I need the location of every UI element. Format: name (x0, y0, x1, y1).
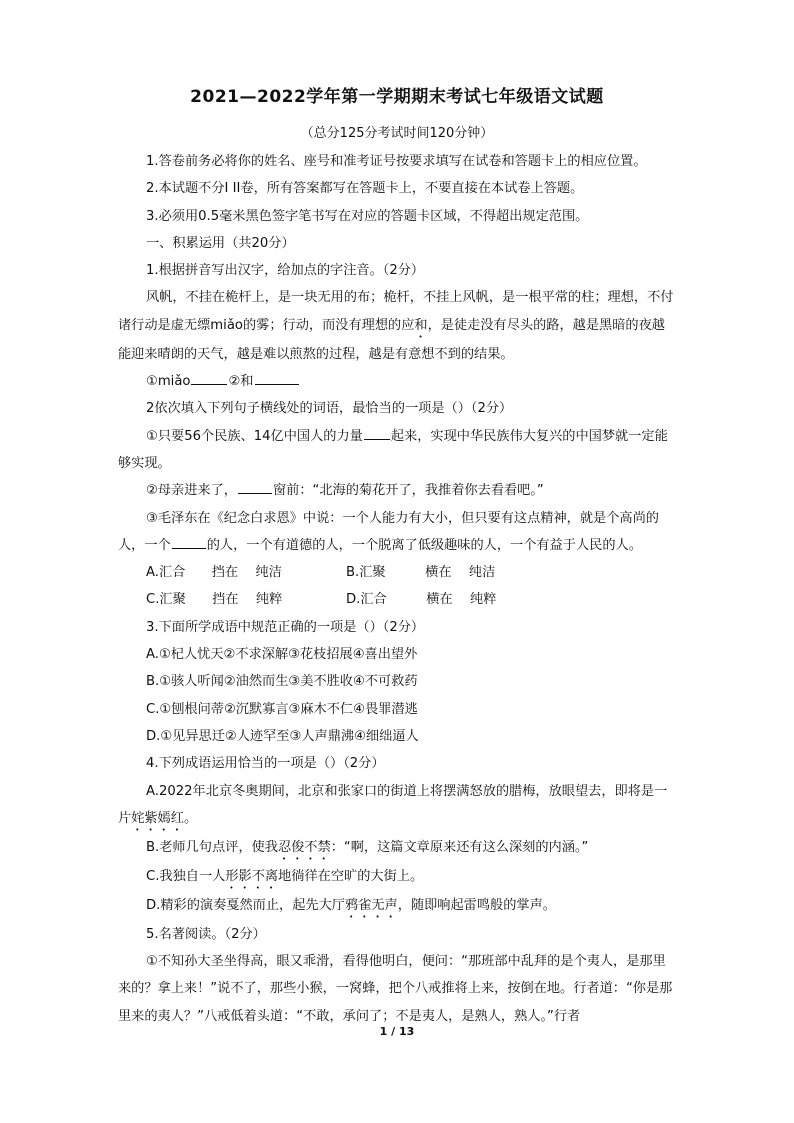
question-2-options-row-2 (118, 586, 678, 613)
option-d: D.①见异思迁②人迹罕至③人声鼎沸④细绌逼人 (146, 728, 419, 744)
dotted-idiom: 忍俊不禁 (277, 839, 331, 855)
option-d: D.精彩的演奏戛然而止，起先大厅鸦雀无声，随即响起雷鸣般的掌声。 (146, 897, 556, 913)
question-1-passage: 风帆，不挂在桅杆上，是一块无用的布；桅杆，不挂上风帆，是一根平常的柱；理想，不付诸行动是虚无缥miǎo的雾；行动，而没有理想的应和，是徒走没有尽头的路，越是黑暗的夜越能迎来晴朗的天气，越是难以煎熬的过程，越是有意想不到的结果。 (118, 290, 674, 362)
answer-blank (255, 370, 299, 385)
option-a: A.2022年北京冬奥期间，北京和张家口的街道上将摆满怒放的腊梅，放眼望去，即将是一片姹紫嫣红。 (118, 783, 668, 826)
answer-blank (191, 370, 227, 385)
option-c: C.汇聚 挡在 纯粹 (146, 592, 283, 608)
question-5-passage: ①不知孙大圣坐得高，眼又乖滑，看得他明白，便问：“那班部中乱拜的是个夷人，是那里来的？拿上来！”说不了，那些小猴，一窝蜂，把个八戒推将上来，按倒在地。行者道：“你是那里来的夷人？”八戒低着头道：“不敢，承问了；不是夷人，是熟人，熟人。”行者 (118, 954, 673, 1024)
option-b: B.①骇人听闻②油然而生③美不胜收④不可救药 (146, 674, 418, 690)
answer-blank (172, 534, 206, 549)
dotted-char: 和 (414, 317, 428, 333)
dotted-idiom: 姹紫嫣红 (131, 810, 184, 826)
dotted-idiom: 形影不离 (225, 868, 279, 884)
exam-content (118, 148, 678, 1030)
answer-blank (364, 425, 390, 440)
option-c: C.我独自一人形影不离地徜徉在空旷的大街上。 (146, 868, 424, 884)
question-2-sentence-3: ③毛泽东在《纪念白求恩》中说：一个人能力有大小，但只要有这点精神，就是个高尚的人，一个 的人，一个有道德的人，一个脱离了低级趣味的人，一个有益于人民的人。 (118, 510, 659, 553)
question-4-stem: 4.下列成语运用恰当的一项是（）（2分） (146, 756, 385, 772)
answer-blank (238, 479, 272, 494)
page-number: 1 / 13 (379, 1025, 415, 1038)
question-5-stem: 5.名著阅读。（2分） (146, 926, 266, 942)
question-3-stem: 3.下面所学成语中规范正确的一项是（）（2分） (146, 619, 425, 635)
question-2-sentence-1: ①只要56个民族、14亿中国人的力量 起来，实现中华民族伟大复兴的中国梦就一定能够实现。 (118, 423, 678, 478)
question-2-sentence-2: ②母亲进来了， 窗前：“北海的菊花开了，我推着你去看看吧。” (118, 477, 678, 504)
section-heading: 一、积累运用（共20分） (146, 235, 295, 251)
option-b: B.汇聚 横在 纯洁 (346, 565, 496, 581)
question-2-options-row-1 (118, 559, 678, 586)
option-a: A.汇合 挡在 纯洁 (146, 565, 282, 581)
option-d: D.汇合 横在 纯粹 (346, 592, 497, 608)
exam-info: （总分125分考试时间120分钟） (300, 126, 494, 141)
question-1-stem: 1.根据拼音写出汉字，给加点的字注音。（2分） (146, 263, 425, 279)
instruction-3: 3.必须用0.5毫米黑色签字笔书写在对应的答题卡区域，不得超出规定范围。 (146, 208, 589, 224)
option-c: C.①刨根问蒂②沉默寡言③麻木不仁④畏罪潜逃 (146, 701, 418, 717)
dotted-idiom: 鸦雀无声 (344, 897, 398, 913)
page-title: 2021—2022学年第一学期期末考试七年级语文试题 (190, 87, 604, 107)
question-2-stem: 2依次填入下列句子横线处的词语，最恰当的一项是（）（2分） (146, 401, 513, 417)
instruction-1: 1.答卷前务必将你的姓名、座号和准考证号按要求填写在试卷和答题卡上的相应位置。 (146, 154, 647, 169)
question-1-answer: ①miǎo ②和 (118, 368, 678, 395)
instruction-2: 2.本试题不分I II卷，所有答案都写在答题卡上，不要直接在本试卷上答题。 (146, 181, 584, 197)
option-b: B.老师几句点评，使我忍俊不禁：“啊，这篇文章原来还有这么深刻的内涵。” (146, 839, 589, 855)
option-a: A.①杞人忧天②不求深解③花枝招展④喜出望外 (146, 647, 418, 663)
